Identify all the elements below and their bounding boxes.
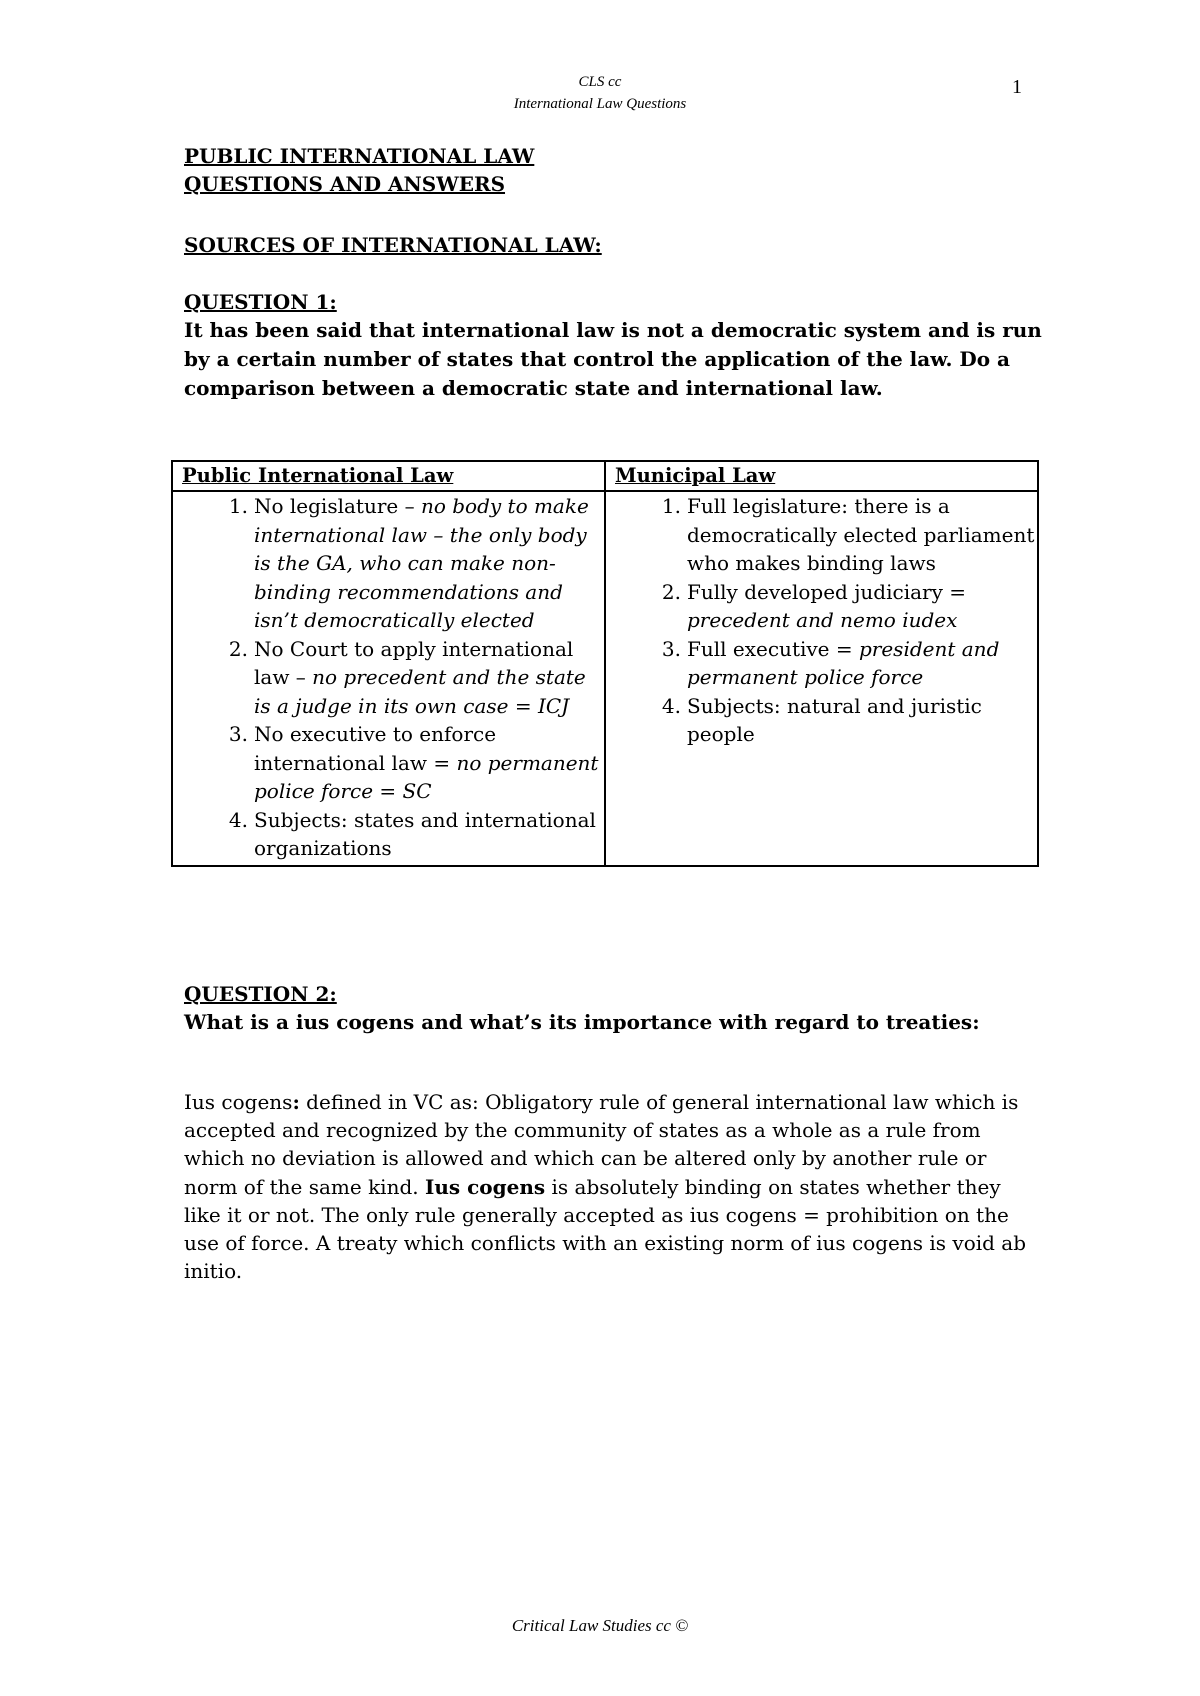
list-item [182, 720, 604, 806]
answer-text-part-1: defined in VC as: Obligatory rule of general international law which is accepted and recognized by the community of states as a whole as a rule from which no deviation is allowed and which can be altered only by another rule or norm of the same kind. [184, 1090, 1019, 1199]
list-item [615, 578, 1037, 635]
question-2-text: What is a ius cogens and what’s its importance with regard to treaties: [184, 1010, 980, 1034]
item-italic-text: no precedent and the state is a judge in its own case = ICJ [254, 665, 586, 718]
item-number: 1. [228, 494, 248, 518]
header-line-1: CLS cc [578, 74, 622, 90]
list-item [615, 492, 1037, 578]
list-item [615, 635, 1037, 692]
main-title-line-1: PUBLIC INTERNATIONAL LAW [184, 144, 535, 168]
item-italic-text: no body to make international law – the only body is the GA, who can make non-binding recommendations and isn’t democratically elected [254, 494, 589, 632]
answer-bold-term: Ius cogens [424, 1174, 546, 1199]
answer-colon: : [292, 1090, 300, 1114]
table-header-row [172, 461, 1038, 491]
question-2-label: QUESTION 2: [184, 982, 337, 1006]
municipal-law-cell [605, 491, 1038, 866]
item-number: 2. [661, 579, 681, 604]
answer-2-paragraph [184, 1088, 1029, 1285]
list-item [615, 692, 1037, 749]
footer: Critical Law Studies cc © [511, 1616, 689, 1635]
table-header-municipal: Municipal Law [605, 461, 1038, 491]
item-number: 2. [228, 636, 248, 661]
table-header-international: Public International Law [172, 461, 605, 491]
list-item [182, 635, 604, 721]
item-text: Full executive = [687, 636, 859, 661]
page-number: 1 [1012, 76, 1022, 98]
item-italic-text: precedent and nemo iudex [687, 608, 958, 632]
item-text: Full legislature: there is a democratically elected parliament who makes binding laws [687, 494, 1035, 575]
item-number: 1. [661, 494, 681, 518]
list-item [182, 492, 604, 635]
item-text: Subjects: natural and juristic people [687, 693, 982, 746]
item-text: No Court to apply international law – [254, 636, 574, 689]
item-text: No legislature – [254, 494, 421, 518]
list-item [182, 806, 604, 863]
item-text: Subjects: states and international organizations [254, 807, 596, 860]
question-2 [184, 980, 1044, 1037]
municipal-law-list [615, 492, 1037, 749]
item-number: 3. [661, 636, 681, 661]
international-law-list [182, 492, 604, 863]
section-heading: SOURCES OF INTERNATIONAL LAW: [184, 233, 602, 257]
question-1 [184, 288, 1044, 403]
main-title-line-2: QUESTIONS AND ANSWERS [184, 172, 506, 196]
international-law-cell [172, 491, 605, 866]
item-italic-text: no permanent police force = SC [254, 750, 599, 803]
item-italic-text: president and permanent police force [687, 636, 1000, 689]
question-1-text: It has been said that international law is not a democratic system and is run by a certain number of states that control the application of the law. Do a comparison between a democratic state and international law. [184, 318, 1042, 400]
answer-text-part-2: is absolutely binding on states whether they like it or not. The only rule generally accepted as ius cogens = prohibition on the use of force. A treaty which conflicts with an existing norm of ius cogens is void ab initio. [184, 1174, 1027, 1284]
answer-term: Ius cogens [184, 1090, 293, 1114]
item-number: 4. [661, 693, 681, 718]
item-number: 4. [228, 807, 248, 832]
header-line-2: International Law Questions [513, 96, 687, 112]
item-text: No executive to enforce international law = [254, 722, 497, 775]
main-title [184, 142, 1044, 198]
comparison-table [171, 460, 1039, 867]
item-number: 3. [228, 722, 248, 746]
question-1-label: QUESTION 1: [184, 290, 337, 314]
item-text: Fully developed judiciary = [687, 579, 966, 604]
table-body-row [172, 491, 1038, 866]
